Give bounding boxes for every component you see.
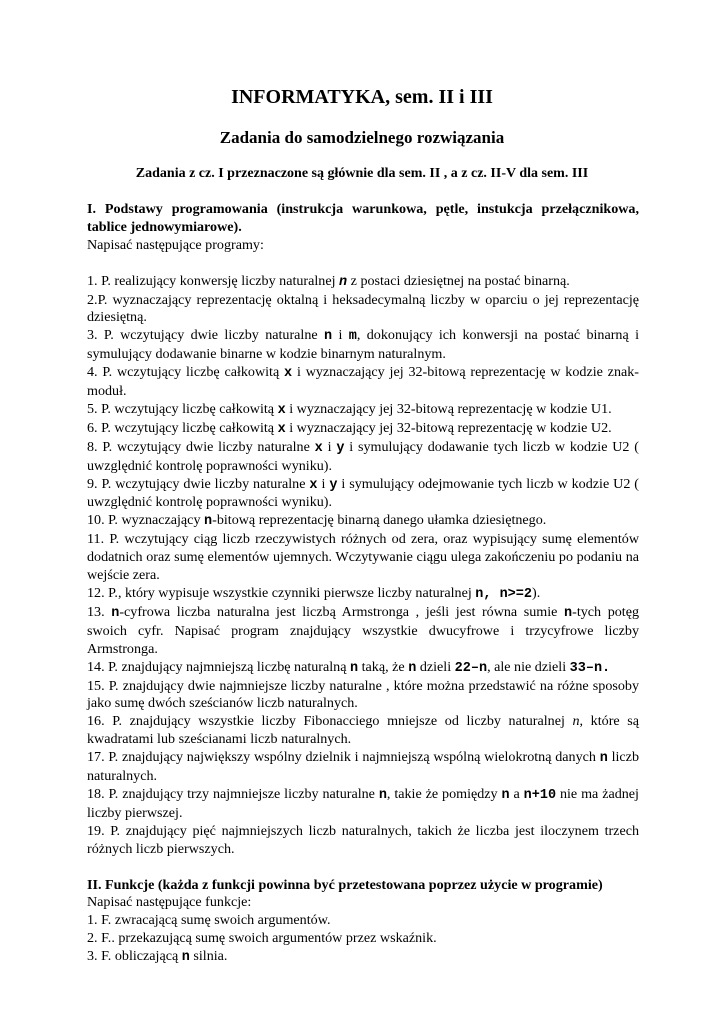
task-15: 15. P. znajdujący dwie najmniejsze liczby naturalne , które można przedstawić na różne sposoby jako sumę dwóch sześcianów liczb naturalnych. <box>87 677 639 712</box>
function-1: 1. F. zwracającą sumę swoich argumentów. <box>87 912 331 929</box>
task-4: 4. P. wczytujący liczbę całkowitą x i wyznaczający jej 32-bitową reprezentację w kodzie znak-moduł. <box>87 364 639 400</box>
task-8: 8. P. wczytujący dwie liczby naturalne x i y i symulujący dodawanie tych liczb w kodzie U2 ( uwzględnić kontrolę poprawności wyniku). <box>87 438 639 474</box>
section-2-heading: II. Funkcje (każda z funkcji powinna być przetestowana poprzez użycie w programie) <box>87 876 603 893</box>
task-11: 11. P. wczytujący ciąg liczb rzeczywistych różnych od zera, oraz wypisujący sumę elementów dodatnich oraz sumę elementów ujemnych. Wczytywanie ciągu ulega zakończeniu po podaniu na wejście zera. <box>87 531 639 584</box>
semester-note: Zadania z cz. I przeznaczone są głównie dla sem. II , a z cz. II-V dla sem. III <box>135 166 589 181</box>
task-1: 1. P. realizujący konwersję liczby naturalnej n z postaci dziesiętnej na postać binarną. <box>87 272 570 290</box>
task-17: 17. P. znajdujący największy wspólny dzielnik i najmniejszą wspólną wielokrotną danych n liczb naturalnych. <box>87 749 639 785</box>
section-2-intro: Napisać następujące funkcje: <box>87 894 252 911</box>
task-12: 12. P., który wypisuje wszystkie czynniki pierwsze liczby naturalnej n, n>=2). <box>87 585 541 603</box>
function-2: 2. F.. przekazującą sumę swoich argumentów przez wskaźnik. <box>87 930 437 947</box>
task-19: 19. P. znajdujący pięć najmniejszych liczb naturalnych, takich że liczba jest iloczynem trzech różnych liczb pierwszych. <box>87 822 639 857</box>
section-1-heading: I. Podstawy programowania (instrukcja warunkowa, pętle, instukcja przełącznikowa, tablice jednowymiarowe). <box>87 201 639 235</box>
document-body <box>87 201 639 967</box>
task-5: 5. P. wczytujący liczbę całkowitą x i wyznaczający jej 32-bitową reprezentację w kodzie U1. <box>87 400 612 418</box>
task-9: 9. P. wczytujący dwie liczby naturalne x i y i symulujący odejmowanie tych liczb w kodzie U2 ( uwzględnić kontrolę poprawności wyniku). <box>87 475 639 511</box>
task-13: 13. n-cyfrowa liczba naturalna jest liczbą Armstronga , jeśli jest równa sumie n-tych potęg swoich cyfr. Napisać program znajdujący wszystkie dwucyfrowe i trzycyfrowe liczby Armstronga. <box>87 603 640 657</box>
task-14: 14. P. znajdujący najmniejszą liczbę naturalną n taką, że n dzieli 22–n, ale nie dzieli 33–n. <box>87 658 611 676</box>
page-subtitle: Zadania do samodzielnego rozwiązania <box>219 128 505 147</box>
function-3: 3. F. obliczającą n silnia. <box>87 948 228 966</box>
task-2: 2.P. wyznaczający reprezentację oktalną i heksadecymalną liczby w oparciu o jej reprezentację dziesiętną. <box>87 291 639 326</box>
task-18: 18. P. znajdujący trzy najmniejsze liczby naturalne n, takie że pomiędzy n a n+10 nie ma żadnej liczby pierwszej. <box>87 785 639 821</box>
task-3: 3. P. wczytujący dwie liczby naturalne n i m, dokonujący ich konwersji na postać binarną i symulujący dodawanie binarne w kodzie binarnym naturalnym. <box>87 327 639 363</box>
task-16: 16. P. znajdujący wszystkie liczby Fibonacciego mniejsze od liczby naturalnej n, które są kwadratami lub sześcianami liczb naturalnych. <box>87 713 639 748</box>
task-6: 6. P. wczytujący liczbę całkowitą x i wyznaczający jej 32-bitową reprezentację w kodzie U2. <box>87 419 612 437</box>
page-title: INFORMATYKA, sem. II i III <box>231 86 493 108</box>
task-10: 10. P. wyznaczający n-bitową reprezentację binarną danego ułamka dziesiętnego. <box>87 512 547 530</box>
section-1-intro: Napisać następujące programy: <box>87 236 264 253</box>
